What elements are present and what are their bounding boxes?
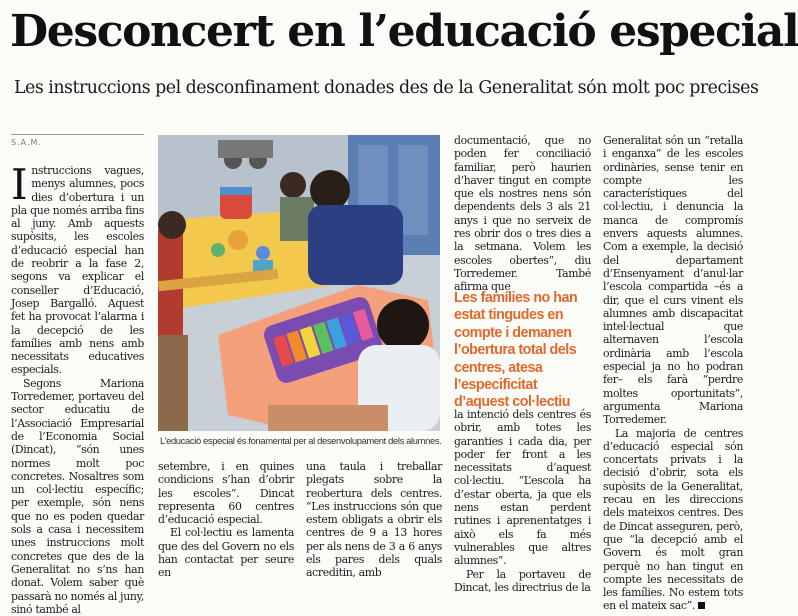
article-paragraph-text: nstruccions vagues, menys alumnes, pocs dies d’obertura i un pla que només arriba fins al juny. Amb aquests supòsits, les escoles d’educació especial han de reobrir a la fase 2, segons va explicar el conseller d’Educació, Josep Bargalló. Aquest fet ha provocat l’alarma i la decepció de les famílies amb nens amb necessitats educatives especials. [11,164,144,377]
subheadline: Les instruccions pel desconfinament donades des de la Generalitat són molt poc precises [14,78,759,98]
byline-rule [11,134,144,135]
article-paragraph: Segons Mariona Torredemer, portaveu del sector educatiu de l’Associació Empresarial de l’Economia Social (Dincat), “són unes normes molt poc concretes. Nosaltres som un col·lectiu específic; per exemple, són nens que no es poden quedar sols a casa i necessitem unes instruccions molt concretes que des de la Generalitat no s’ns han donat. Volem saber què passarà no només al juny, sinó també al [11,376,144,616]
pull-quote: Les famílies no han estat tingudes en compte i demanen l’obertura total dels centres, atesa l’especificitat d’aquest col·lectiu [454,290,578,411]
article-paragraph [11,160,144,377]
article-photo [158,135,440,431]
headline: Desconcert en l’educació especial [10,6,798,57]
article-paragraph: El col·lectiu es lamenta que des del Govern no els han contactat per seure en [158,526,294,580]
article-paragraph: una taula i treballar plegats sobre la reobertura dels centres. “Les instruccions són que estem obligats a obrir els centres de 9 a 13 hores per als nens de 3 a 6 anys els pares dels quals acreditin, amb [306,460,442,580]
byline: S.A.M. [11,138,42,147]
photo-caption: L’educació especial és fonamental per al desenvolupament dels alumnes. [160,435,442,446]
drop-cap: I [11,160,28,209]
article-column-3 [306,460,442,586]
article-paragraph-text: La majoria de centres d’educació especial són concertats privats i la decisió d’obrir, sota els supòsits de la Generalitat, recau en les direccions dels mateixos centres. Des de Dincat asseguren, però, que “la decepció amb el Govern és molt gran perquè no han tingut en compte les necessitats de les famílies. No estem tots en el mateix sac”. [603,426,743,613]
article-paragraph: setembre, i en quines condicions s’han d’obrir les escoles”. Dincat representa 60 centres d’educació especial. [158,460,294,527]
article-paragraph [603,427,743,613]
article-paragraph: Generalitat són un “retalla i enganxa” de les escoles ordinàries, sense tenir en compte les característiques del col·lectiu, i denuncia la manca de compromís envers aquests alumnes. Com a exemple, la decisió del departament d’Ensenyament d’anul·lar l’escola compartida –és a dir, que el curs vinent els alumnes amb discapacitat intel·lectual que alternaven l’escola ordinària amb l’escola especial ja no ho podran fer– els farà “perdre moltes oportunitats”, argumenta Mariona Torredemer. [603,134,743,427]
article-column-2 [158,460,294,586]
article-column-4-top [454,134,591,294]
article-paragraph: documentació, que no poden fer conciliació familiar, però haurien d’haver tingut en compte que els nostres nens són dependents dels 3 als 21 anys i que no serveix de res obrir dos o tres dies a la setmana. Volem les escoles obertes”, diu Torredemer. També afirma que [454,134,591,294]
article-paragraph: Per la portaveu de Dincat, les directrius de la [454,567,591,594]
article-column-5 [603,134,743,613]
article-paragraph: la intenció dels centres és obrir, amb totes les garanties i cada dia, per poder fer front a les necessitats d’aquest col·lectiu. “L’escola ha d’estar oberta, ja que els nens estan perdent rutines i aprenentatges i això els fa més vulnerables que altres alumnes”. [454,408,591,568]
end-of-article-mark [698,602,705,609]
article-column-1 [11,160,144,616]
article-column-4-bottom [454,408,591,594]
